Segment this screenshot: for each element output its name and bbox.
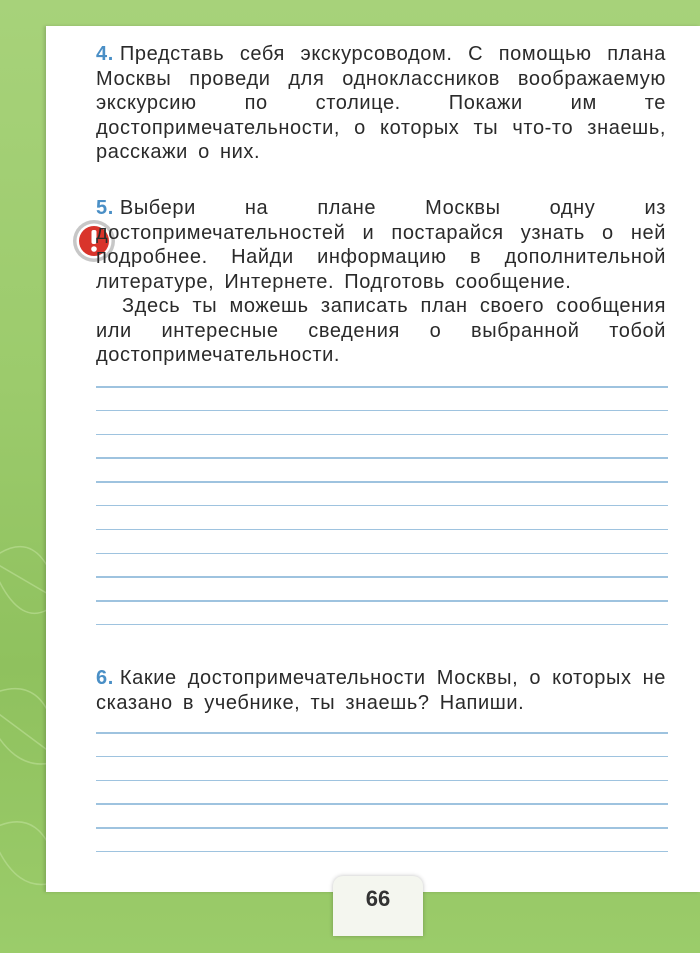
task-text: Какие достопримечательности Москвы, о которых не сказано в учебнике, ты знаешь? Напиши.	[96, 667, 666, 714]
writing-line[interactable]	[96, 600, 668, 602]
writing-line[interactable]	[96, 434, 668, 436]
writing-line[interactable]	[96, 457, 668, 459]
task-number: 5.	[96, 197, 114, 219]
task-number: 4.	[96, 43, 114, 65]
task-6	[96, 666, 666, 715]
writing-line[interactable]	[96, 553, 668, 555]
writing-line[interactable]	[96, 386, 668, 388]
page-number: 66	[365, 886, 391, 911]
task-number: 6.	[96, 667, 114, 689]
writing-line[interactable]	[96, 410, 668, 412]
writing-line[interactable]	[96, 780, 668, 782]
writing-line[interactable]	[96, 624, 668, 626]
task-text: Выбери на плане Москвы одну из достопримечательностей и постарайся узнать о ней подробнее. Найди информацию в дополнительной литературе, Интернете. Подготовь сообщение.	[96, 197, 666, 293]
writing-line[interactable]	[96, 732, 668, 734]
writing-lines-task-6[interactable]	[96, 732, 668, 875]
writing-line[interactable]	[96, 529, 668, 531]
writing-line[interactable]	[96, 851, 668, 853]
writing-line[interactable]	[96, 505, 668, 507]
task-5	[96, 196, 666, 368]
writing-line[interactable]	[96, 576, 668, 578]
writing-line[interactable]	[96, 827, 668, 829]
workbook-page	[46, 26, 700, 892]
page-number-tab	[333, 876, 423, 936]
task-text: Представь себя экскурсоводом. С помощью плана Москвы проведи для одноклассников воображаемую экскурсию по столице. Покажи им те достопримечательности, о которых ты что-то знаешь, расскажи о них.	[96, 43, 666, 163]
task-note: Здесь ты можешь записать план своего сообщения или интересные сведения о выбранной тобой достопримечательности.	[96, 295, 666, 366]
task-4	[96, 42, 666, 165]
writing-line[interactable]	[96, 756, 668, 758]
writing-line[interactable]	[96, 803, 668, 805]
writing-line[interactable]	[96, 481, 668, 483]
writing-lines-task-5[interactable]	[96, 386, 668, 648]
